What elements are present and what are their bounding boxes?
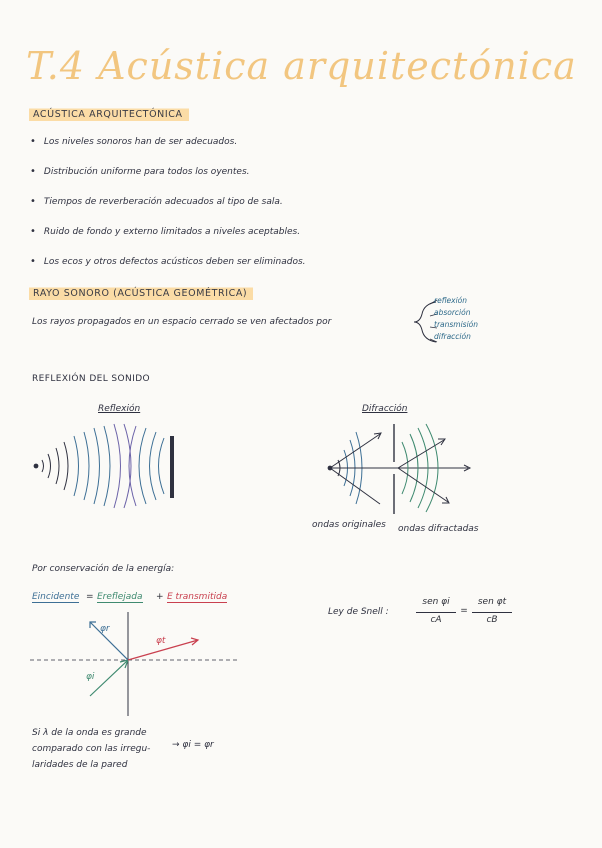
e-reflejada: Ereflejada <box>97 592 143 602</box>
eq-sign: = <box>86 592 94 602</box>
e-transmitida: E transmitida <box>167 592 228 602</box>
label-diffracted-waves: ondas difractadas <box>398 524 479 534</box>
reflexion-heading: REFLEXIÓN DEL SONIDO <box>32 374 151 384</box>
e-incidente: Eincidente <box>32 592 80 602</box>
bullet-item: • Ruido de fondo y externo limitados a niveles aceptables. <box>30 226 300 237</box>
bullet-item: • Los ecos y otros defectos acústicos deben ser eliminados. <box>30 256 306 267</box>
snell-den-left: cA <box>430 615 442 625</box>
branch-label: absorción <box>434 308 471 317</box>
snell-equals: = <box>460 606 468 616</box>
snell-den-right: cB <box>486 615 498 625</box>
snell-num-left: sen φi <box>422 597 450 607</box>
note-line: laridades de la pared <box>32 760 128 770</box>
plus-sign: + <box>156 592 164 602</box>
fraction-bar <box>416 612 456 613</box>
fraction-bar <box>472 612 512 613</box>
note-line: Si λ de la onda es grande <box>32 728 147 738</box>
note-line: comparado con las irregu- <box>32 744 151 754</box>
rayo-sentence: Los rayos propagados en un espacio cerrado se ven afectados por <box>32 317 332 327</box>
angle-i-label: φi <box>86 672 95 682</box>
note-result: → φi = φr <box>172 740 214 750</box>
bullet-item: • Distribución uniforme para todos los oyentes. <box>30 166 250 177</box>
energy-intro: Por conservación de la energía: <box>32 564 175 574</box>
label-original-waves: ondas originales <box>312 520 386 530</box>
page-title: T.4 Acústica arquitectónica <box>26 44 577 88</box>
section-heading-acustica: ACÚSTICA ARQUITECTÓNICA <box>29 107 189 122</box>
diffraction-diagram <box>318 420 488 520</box>
snell-label: Ley de Snell : <box>328 607 389 617</box>
branch-label: reflexión <box>434 296 468 305</box>
reflexion-caption: Reflexión <box>98 404 141 414</box>
difraccion-caption: Difracción <box>362 404 408 414</box>
angle-t-label: φt <box>156 636 166 646</box>
bullet-item: • Los niveles sonoros han de ser adecuados. <box>30 136 237 147</box>
angles-diagram <box>30 612 242 716</box>
branch-label: transmisión <box>434 320 479 329</box>
snell-num-right: sen φt <box>477 597 507 607</box>
angle-r-label: φr <box>100 624 110 634</box>
section-heading-rayo-sonoro: RAYO SONORO (ACÚSTICA GEOMÉTRICA) <box>29 286 253 301</box>
branch-label: difracción <box>434 332 471 341</box>
bullet-item: • Tiempos de reverberación adecuados al tipo de sala. <box>30 196 283 207</box>
reflection-diagram <box>28 420 188 512</box>
